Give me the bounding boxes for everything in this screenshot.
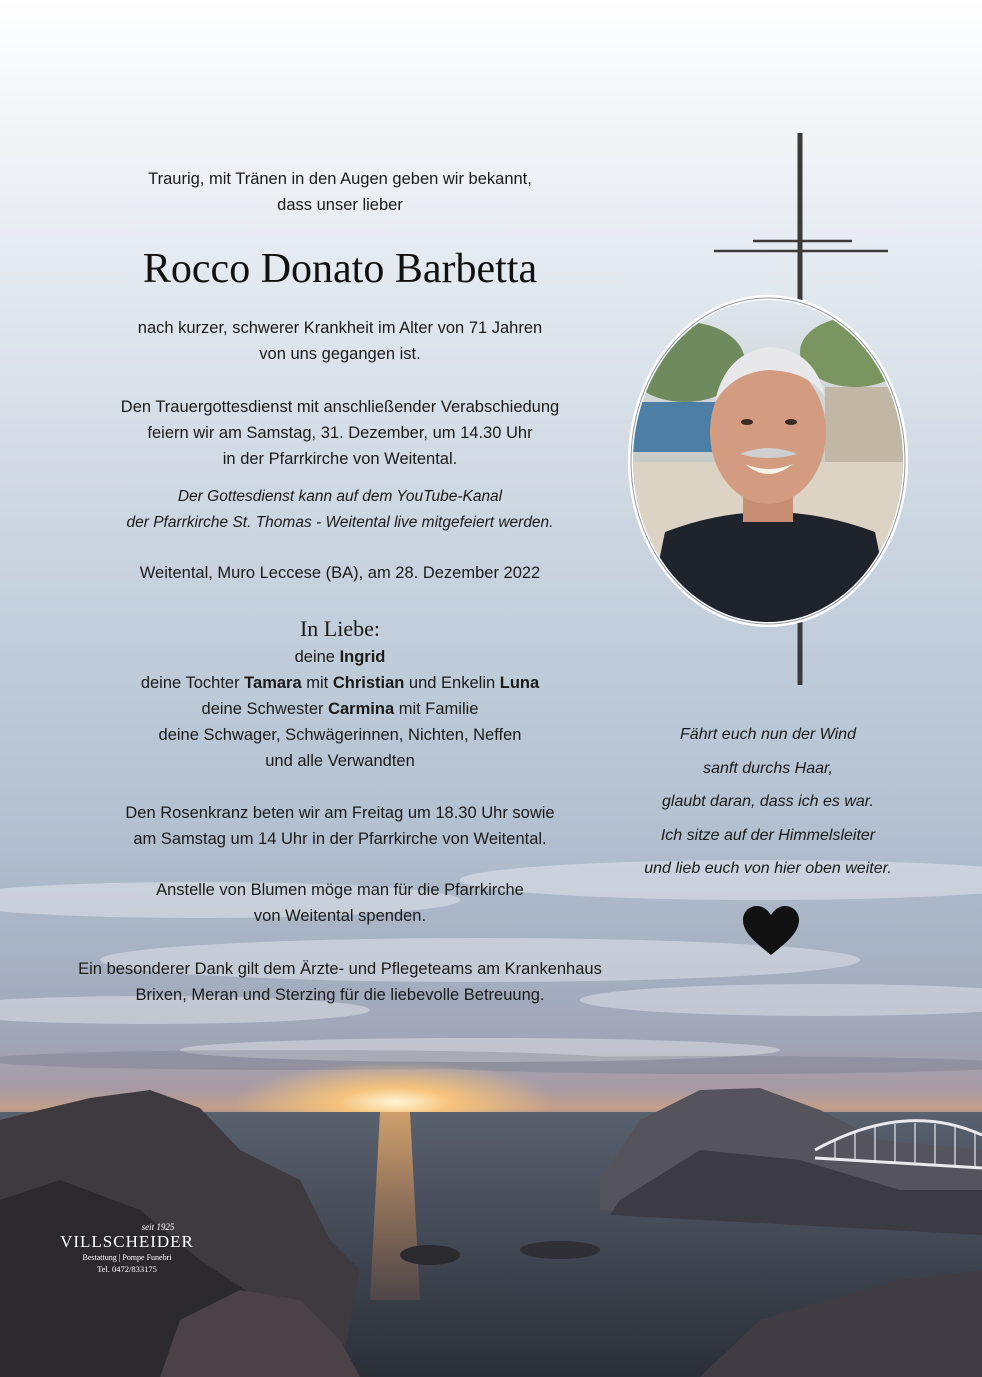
mourner-name: Carmina (328, 700, 395, 718)
flowers-line-2: von Weitental spenden. (253, 907, 427, 925)
flowers-line-1: Anstelle von Blumen möge man für die Pfarrkirche (156, 881, 524, 899)
mourner-line-5: und alle Verwandten (265, 752, 415, 770)
service-line-3: in der Pfarrkirche von Weitental. (222, 450, 458, 468)
thanks-note (40, 956, 640, 1008)
service-line-1: Den Trauergottesdienst mit anschließender Verabschiedung (120, 398, 560, 416)
mourner-line-4: deine Schwager, Schwägerinnen, Nichten, Neffen (158, 726, 522, 744)
mourner-text: deine Schwester (201, 700, 329, 718)
mourner-name: Christian (332, 674, 405, 692)
mourner-line-1 (40, 644, 640, 670)
death-notice-line-1: nach kurzer, schwerer Krankheit im Alter von 71 Jahren (137, 319, 543, 337)
mourner-text: mit (301, 674, 333, 692)
mourner-line-2 (40, 670, 640, 696)
logo-phone: Tel. 0472/833175 (97, 1264, 157, 1274)
rosary-line-1: Den Rosenkranz beten wir am Freitag um 18.30 Uhr sowie (125, 804, 555, 822)
mourner-name: Luna (499, 674, 540, 692)
service-info (40, 394, 640, 472)
livestream-line-2: der Pfarrkirche St. Thomas - Weitental live mitgefeiert werden. (126, 514, 554, 531)
mourner-text: deine Tochter (140, 674, 245, 692)
intro-text (40, 166, 640, 218)
death-notice (40, 315, 640, 367)
thanks-line-1: Ein besonderer Dank gilt dem Ärzte- und Pflegeteams am Krankenhaus (78, 960, 602, 978)
mourner-name: Tamara (244, 674, 302, 692)
place-date-text: Weitental, Muro Leccese (BA), am 28. Dezember 2022 (139, 564, 541, 582)
poem-line: glaubt daran, dass ich es war. (662, 793, 874, 810)
poem-line: sanft durchs Haar, (703, 759, 833, 777)
memorial-poem (618, 718, 918, 886)
place-date (40, 560, 640, 586)
death-notice-line-2: von uns gegangen ist. (259, 345, 421, 363)
thanks-line-2: Brixen, Meran und Sterzing für die liebevolle Betreuung. (135, 986, 545, 1004)
poem-line: Fährt euch nun der Wind (680, 726, 856, 743)
rosary-line-2: am Samstag um 14 Uhr in der Pfarrkirche von Weitental. (133, 830, 547, 848)
heart-icon (742, 905, 800, 957)
portrait-photo (625, 292, 911, 630)
flowers-note (40, 877, 640, 929)
mourner-name: Ingrid (339, 648, 386, 666)
logo-since: seit 1925 (141, 1222, 175, 1232)
mourners-title: In Liebe: (299, 616, 381, 641)
livestream-line-1: Der Gottesdienst kann auf dem YouTube-Kanal (177, 488, 503, 505)
mourner-line-3 (40, 696, 640, 722)
logo-subtitle: Bestattung | Pompe Funebri (82, 1253, 172, 1262)
funeral-home-logo (52, 1222, 202, 1275)
rosary-info (40, 800, 640, 852)
intro-line-2: dass unser lieber (277, 196, 403, 214)
mourner-text: und Enkelin (404, 674, 500, 692)
deceased-name: Rocco Donato Barbetta (142, 246, 538, 292)
livestream-note (40, 484, 640, 536)
intro-line-1: Traurig, mit Tränen in den Augen geben wir bekannt, (148, 170, 532, 188)
logo-brand: VILLSCHEIDER (60, 1232, 194, 1251)
mourners-list (40, 614, 640, 774)
poem-line: und lieb euch von hier oben weiter. (644, 860, 892, 877)
mourner-text: mit Familie (394, 700, 479, 718)
poem-line: Ich sitze auf der Himmelsleiter (660, 826, 876, 844)
mourner-text: deine (294, 648, 340, 666)
service-line-2: feiern wir am Samstag, 31. Dezember, um 14.30 Uhr (147, 424, 533, 442)
